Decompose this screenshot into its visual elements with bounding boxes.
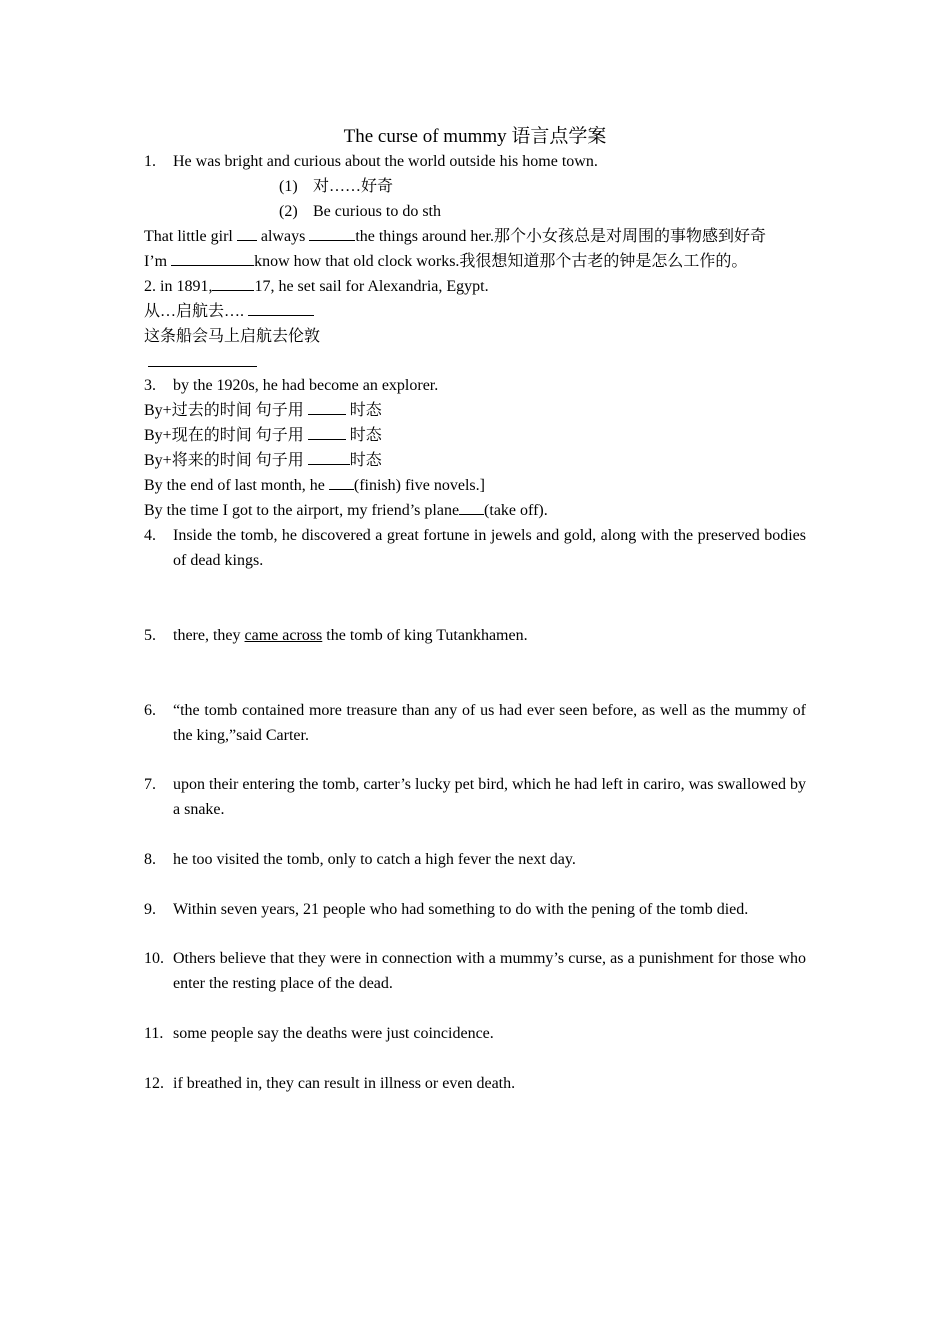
text-segment: By+将来的时间 句子用 bbox=[144, 452, 304, 469]
example-sentence: 这条船会马上启航去伦敦 bbox=[144, 328, 321, 345]
example-sentence bbox=[144, 473, 806, 498]
example-sentence bbox=[144, 224, 806, 249]
sub-item-number: (2) bbox=[279, 203, 298, 220]
text-segment: By+过去的时间 句子用 bbox=[144, 402, 304, 419]
item-8-text: he too visited the tomb, only to catch a high fever the next day. bbox=[173, 851, 576, 868]
item-number: 4. bbox=[144, 527, 156, 544]
item-number: 11. bbox=[144, 1025, 164, 1042]
item-4-text: Inside the tomb, he discovered a great fortune in jewels and gold, along with the preserved bodies of dead kings. bbox=[173, 527, 806, 569]
text-segment: the things around her.那个小女孩总是对周围的事物感到好奇 bbox=[355, 228, 766, 245]
tense-rule bbox=[144, 398, 806, 423]
phrase-line bbox=[144, 299, 806, 324]
item-9-text: Within seven years, 21 people who had something to do with the pening of the tomb died. bbox=[173, 901, 749, 918]
fill-in-blank[interactable] bbox=[308, 399, 346, 415]
item-number: 12. bbox=[144, 1075, 164, 1092]
text-segment: 时态 bbox=[349, 452, 382, 469]
page-title: The curse of mummy 语言点学案 bbox=[343, 126, 607, 147]
fill-in-blank[interactable] bbox=[459, 499, 484, 515]
item-5-text bbox=[173, 623, 806, 648]
text-segment: 17, he set sail for Alexandria, Egypt. bbox=[254, 278, 489, 295]
text-segment: (finish) five novels.] bbox=[353, 477, 485, 494]
fill-in-blank[interactable] bbox=[308, 424, 346, 440]
underlined-phrase: came across bbox=[244, 627, 323, 644]
item-number: 9. bbox=[144, 901, 156, 918]
answer-line[interactable] bbox=[148, 366, 257, 367]
example-sentence bbox=[144, 498, 806, 523]
sub-item-1-text: 对……好奇 bbox=[313, 178, 394, 195]
example-sentence bbox=[144, 249, 806, 274]
item-11-text: some people say the deaths were just coincidence. bbox=[173, 1025, 494, 1042]
item-number: 1. bbox=[144, 153, 156, 170]
text-segment: 从…启航去…. bbox=[144, 303, 245, 320]
text-segment: (take off). bbox=[484, 502, 548, 519]
text-segment: 时态 bbox=[349, 427, 382, 444]
tense-rule bbox=[144, 448, 806, 473]
item-1-text: He was bright and curious about the world outside his home town. bbox=[173, 153, 598, 170]
text-segment: By+现在的时间 句子用 bbox=[144, 427, 304, 444]
item-6-text: “the tomb contained more treasure than any of us had ever seen before, as well as the mummy of the king,”said Carter. bbox=[173, 702, 806, 744]
item-number: 5. bbox=[144, 627, 156, 644]
item-number: 10. bbox=[144, 950, 164, 967]
item-3-text: by the 1920s, he had become an explorer. bbox=[173, 377, 439, 394]
sub-item-number: (1) bbox=[279, 178, 298, 195]
text-segment: By the time I got to the airport, my friend’s plane bbox=[144, 502, 460, 519]
item-number: 7. bbox=[144, 776, 156, 793]
text-segment: always bbox=[260, 228, 306, 245]
item-number: 3. bbox=[144, 377, 156, 394]
text-segment: know how that old clock works.我很想知道那个古老的钟是怎么工作的。 bbox=[254, 253, 748, 270]
text-segment: That little girl bbox=[144, 228, 233, 245]
fill-in-blank[interactable] bbox=[248, 300, 314, 316]
text-segment: By the end of last month, he bbox=[144, 477, 325, 494]
item-10-text: Others believe that they were in connection with a mummy’s curse, as a punishment for those who enter the resting place of the dead. bbox=[173, 950, 806, 992]
text-segment: the tomb of king Tutankhamen. bbox=[326, 627, 528, 644]
text-segment: 时态 bbox=[349, 402, 382, 419]
item-7-text: upon their entering the tomb, carter’s lucky pet bird, which he had left in cariro, was swallowed by a snake. bbox=[173, 776, 806, 818]
tense-rule bbox=[144, 423, 806, 448]
sub-item-2-text: Be curious to do sth bbox=[313, 203, 441, 220]
fill-in-blank[interactable] bbox=[309, 225, 355, 241]
item-number: 6. bbox=[144, 702, 156, 719]
fill-in-blank[interactable] bbox=[237, 225, 257, 241]
text-segment: I’m bbox=[144, 253, 168, 270]
fill-in-blank[interactable] bbox=[329, 474, 354, 490]
item-number: 8. bbox=[144, 851, 156, 868]
fill-in-blank[interactable] bbox=[212, 275, 254, 291]
fill-in-blank[interactable] bbox=[308, 449, 350, 465]
item-2-text bbox=[144, 274, 806, 299]
text-segment: there, they bbox=[173, 627, 241, 644]
text-segment: 2. in 1891, bbox=[144, 278, 213, 295]
item-12-text: if breathed in, they can result in illness or even death. bbox=[173, 1075, 516, 1092]
fill-in-blank[interactable] bbox=[171, 250, 254, 266]
